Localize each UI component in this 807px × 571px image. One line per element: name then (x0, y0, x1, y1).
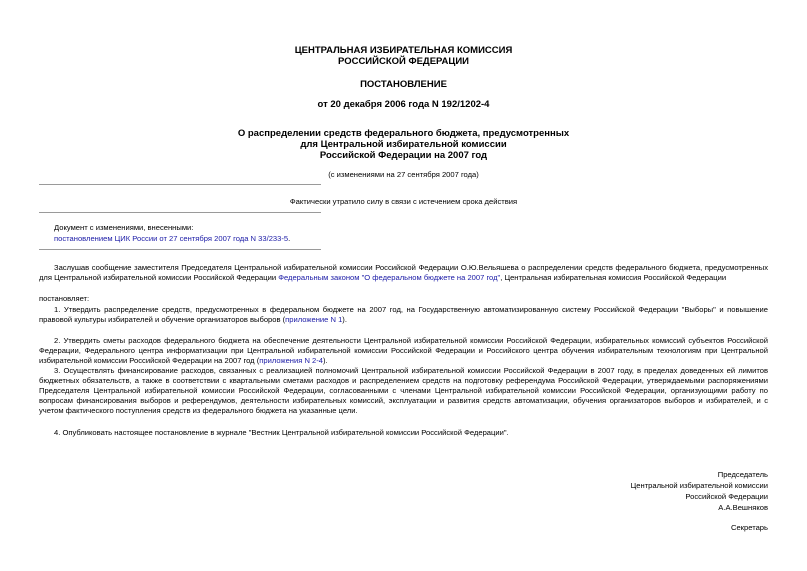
item-1-text: 1. Утвердить распределение средств, предусмотренных в федеральном бюджете на 2007 год, на Государственную автоматизированную систему Российской Федерации "Выборы" и повышение правовой культуры избирателей и обучение организаторов выборов ( (39, 305, 768, 324)
item-2-end: ). (323, 355, 328, 365)
divider-top (39, 184, 321, 185)
item-2 (39, 336, 768, 366)
signature-title-line3: Российской Федерации (685, 492, 768, 501)
divider-amend-top (39, 212, 321, 213)
org-name-line2: РОССИЙСКОЙ ФЕДЕРАЦИИ (337, 56, 469, 67)
amendments-link-line (54, 234, 454, 244)
document-type: ПОСТАНОВЛЕНИЕ (360, 79, 447, 90)
resolves-label: постановляет: (39, 294, 90, 303)
document-title-line3: Российской Федерации на 2007 год (319, 150, 488, 161)
item-4: 4. Опубликовать настоящее постановление в журнале "Вестник Центральной избирательной комиссии Российской Федерации". (54, 428, 509, 437)
federal-law-link[interactable]: Федеральным законом "О федеральном бюджете на 2007 год" (278, 272, 501, 282)
document-title-line2: для Центральной избирательной комиссии (300, 139, 507, 150)
amendment-note: (с изменениями на 27 сентября 2007 года) (328, 170, 479, 179)
preamble-text-end: , Центральная избирательная комиссия Российской Федерации (500, 272, 727, 282)
secretary-title: Секретарь (730, 523, 768, 532)
appendix-2-4-link[interactable]: приложения N 2-4 (259, 355, 324, 365)
preamble-paragraph (39, 263, 768, 283)
signature-title-line2: Центральной избирательной комиссии (630, 481, 768, 490)
item-2-text: 2. Утвердить сметы расходов федерального бюджета на обеспечение деятельности Центральной избирательной комиссии Российской Федерации, избирательных комиссий субъектов Российской Федерации, Федерального центра информатизации при Центральной избирательной комиссии Российской Федерации и Российского центра обучения избирательным технологиям при Центральной избирательной комиссии Российской Федерации на 2007 год ( (39, 336, 768, 365)
divider-amend-bottom (39, 249, 321, 250)
org-name-line1: ЦЕНТРАЛЬНАЯ ИЗБИРАТЕЛЬНАЯ КОМИССИЯ (294, 45, 513, 56)
amendment-link-suffix: . (288, 234, 291, 243)
item-1-end: ). (342, 314, 347, 324)
item-3: 3. Осуществлять финансирование расходов, связанных с реализацией полномочий Центральной избирательной комиссии Российской Федерации в 2007 году, в пределах доведенных ей лимитов бюджетных обязательств, а также в соответствии с квартальными сметами расходов и распределением средств на подготовку референдума Российской Федерации, утверждаемыми распоряжениями Председателя Центральной избирательной комиссии Российской Федерации, согласованными с членами Центральной избирательной комиссии Российской Федерации, организующими работу по вопросам финансирования выборов и референдумов, деятельности избирательных комиссий, эксплуатации и развития средств автоматизации, обучения организаторов выборов и избирателей, и с учетом фактического поступления средств из федерального бюджета на указанные цели. (39, 366, 768, 415)
signature-name: А.А.Вешняков (718, 503, 768, 512)
item-1 (39, 305, 768, 325)
document-date-number: от 20 декабря 2006 года N 192/1202-4 (317, 99, 490, 110)
amendment-link[interactable]: постановлением ЦИК России от 27 сентября 2007 года N 33/233-5 (54, 234, 289, 243)
amendments-label: Документ с изменениями, внесенными: (54, 223, 194, 232)
status-note: Фактически утратило силу в связи с истечением срока действия (289, 197, 518, 206)
document-title-line1: О распределении средств федерального бюджета, предусмотренных (237, 128, 570, 139)
appendix-1-link[interactable]: приложение N 1 (285, 314, 343, 324)
preamble-text: Заслушав сообщение заместителя Председателя Центральной избирательной комиссии Российской Федерации О.Ю.Вельяшева о распределении средств федерального бюджета, предусмотренных для Центральной избирательной комиссии Российской Федерации (39, 263, 768, 282)
signature-title-line1: Председатель (717, 470, 768, 479)
